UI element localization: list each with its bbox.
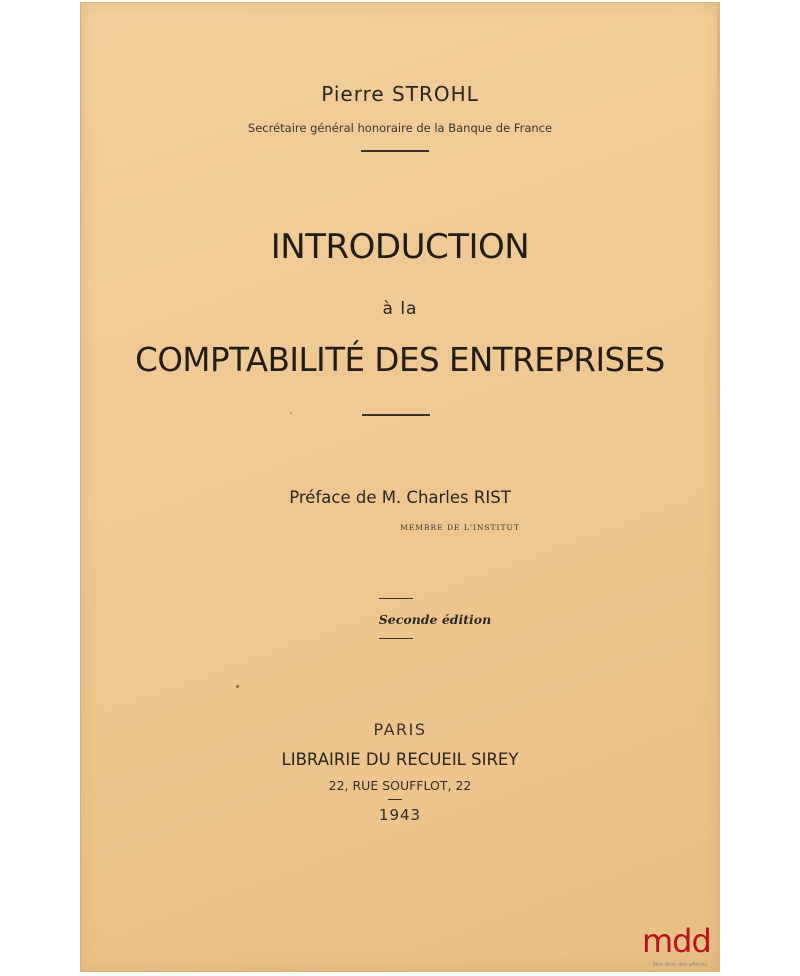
author-title: Secrétaire général honoraire de la Banque de France <box>247 121 553 135</box>
publication-year: 1943 <box>378 806 422 824</box>
watermark-logo <box>640 922 720 972</box>
edition-label: Seconde édition <box>378 612 492 627</box>
publication-city: PARIS <box>373 720 427 739</box>
title-line-1: INTRODUCTION <box>270 227 530 267</box>
book-cover <box>80 2 720 972</box>
divider-year <box>388 799 402 800</box>
publisher-name: LIBRAIRIE DU RECUEIL SIREY <box>281 750 519 769</box>
cover-edge <box>717 2 720 972</box>
paper-speck <box>290 412 292 414</box>
preface-role: MEMBRE DE L'INSTITUT <box>400 523 520 532</box>
title-line-2: COMPTABILITÉ DES ENTREPRISES <box>135 341 665 379</box>
paper-speck <box>236 685 239 688</box>
watermark-subtitle: Mon droit des affaires <box>652 962 708 968</box>
title-join: à la <box>382 299 418 319</box>
author-name: Pierre STROHL <box>321 82 479 106</box>
divider-top <box>361 150 429 152</box>
watermark-letters: mdd <box>642 922 711 960</box>
divider-edition-top <box>379 598 413 599</box>
preface-line: Préface de M. Charles RIST <box>289 488 511 507</box>
publisher-address: 22, RUE SOUFFLOT, 22 <box>328 778 472 793</box>
divider-title <box>362 414 430 416</box>
divider-edition-bottom <box>379 638 413 639</box>
